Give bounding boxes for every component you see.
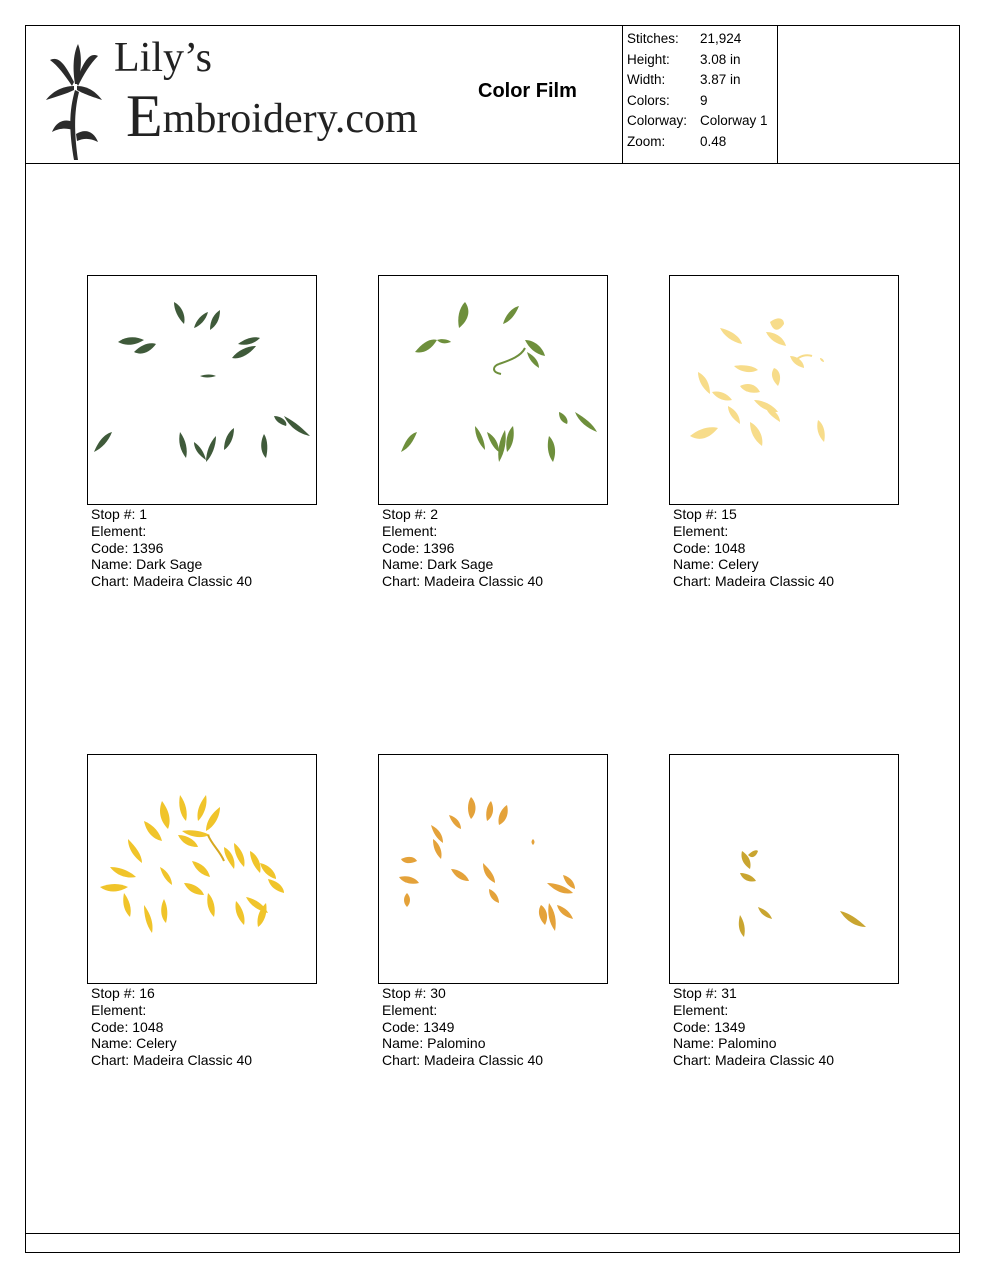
stop-element: Element: xyxy=(91,522,147,539)
stop-name: Name: Palomino xyxy=(673,1035,777,1052)
stop-element: Element: xyxy=(673,522,729,539)
stop-details xyxy=(378,985,608,1069)
stop-preview xyxy=(378,754,608,984)
color-stop-card xyxy=(87,275,317,590)
stop-chart: Chart: Madeira Classic 40 xyxy=(382,1052,544,1069)
stop-name: Name: Celery xyxy=(673,556,759,573)
info-value: 3.08 in xyxy=(700,51,741,67)
info-row-colorway xyxy=(623,111,777,132)
stop-chart: Chart: Madeira Classic 40 xyxy=(91,573,253,590)
stop-details xyxy=(378,506,608,590)
color-stop-card xyxy=(87,754,317,1069)
stop-element: Element: xyxy=(382,522,438,539)
logo-line-2 xyxy=(126,78,418,147)
info-label: Stitches: xyxy=(627,31,679,46)
stop-code: Code: 1349 xyxy=(673,1018,746,1035)
stop-details xyxy=(87,985,317,1069)
stop-chart: Chart: Madeira Classic 40 xyxy=(91,1052,253,1069)
info-row-colors xyxy=(623,91,777,112)
info-label: Zoom: xyxy=(627,133,666,149)
footer-divider xyxy=(26,1233,959,1234)
stop-element: Element: xyxy=(673,1001,729,1018)
info-label: Colorway: xyxy=(627,113,688,128)
lily-flower-icon xyxy=(44,42,104,162)
stop-number: Stop #: 2 xyxy=(382,506,439,522)
stop-code: Code: 1048 xyxy=(673,539,746,556)
color-stop-card xyxy=(669,754,899,1069)
stop-name: Name: Dark Sage xyxy=(91,556,203,573)
stop-number: Stop #: 15 xyxy=(673,506,737,522)
stop-preview xyxy=(87,754,317,984)
info-row-width xyxy=(623,70,777,91)
info-row-stitches xyxy=(623,29,777,50)
info-row-zoom xyxy=(623,132,777,153)
stop-code: Code: 1396 xyxy=(91,539,164,556)
info-value: 0.48 xyxy=(700,133,727,149)
orange-petals-icon xyxy=(379,755,607,983)
logo-initial: E xyxy=(126,83,163,149)
light-green-leaves-icon xyxy=(379,276,607,504)
page-title: Color Film xyxy=(478,80,577,102)
stop-chart: Chart: Madeira Classic 40 xyxy=(382,573,544,590)
stop-element: Element: xyxy=(382,1001,438,1018)
info-value: 3.87 in xyxy=(700,72,741,87)
info-label: Colors: xyxy=(627,92,670,108)
stop-preview xyxy=(669,275,899,505)
stop-chart: Chart: Madeira Classic 40 xyxy=(673,573,835,590)
info-label: Height: xyxy=(627,51,670,67)
info-row-height xyxy=(623,50,777,71)
color-stop-card xyxy=(378,275,608,590)
stop-number: Stop #: 30 xyxy=(382,985,446,1001)
info-value: 9 xyxy=(700,92,708,108)
stop-name: Name: Palomino xyxy=(382,1035,486,1052)
pale-yellow-petals-icon xyxy=(670,276,898,504)
logo-rest: mbroidery.com xyxy=(162,96,418,142)
lilys-embroidery-logo xyxy=(44,28,418,158)
stop-name: Name: Celery xyxy=(91,1035,177,1052)
design-info-table xyxy=(622,25,778,163)
stop-code: Code: 1048 xyxy=(91,1018,164,1035)
stop-code: Code: 1396 xyxy=(382,539,455,556)
gold-petals-icon xyxy=(670,755,898,983)
yellow-petals-icon xyxy=(88,755,316,983)
stop-element: Element: xyxy=(91,1001,147,1018)
color-stop-card xyxy=(669,275,899,590)
info-label: Width: xyxy=(627,72,666,87)
info-value: Colorway 1 xyxy=(700,113,768,128)
dark-sage-leaves-icon xyxy=(88,276,316,504)
stop-code: Code: 1349 xyxy=(382,1018,455,1035)
header-divider xyxy=(26,163,959,164)
logo-line-1: Lily’s xyxy=(114,35,213,81)
color-film-sheet xyxy=(25,25,960,1253)
stop-preview xyxy=(669,754,899,984)
stop-details xyxy=(87,506,317,590)
stop-preview xyxy=(378,275,608,505)
color-stop-card xyxy=(378,754,608,1069)
stop-number: Stop #: 16 xyxy=(91,985,155,1001)
stop-details xyxy=(669,985,899,1069)
stop-details xyxy=(669,506,899,590)
info-value: 21,924 xyxy=(700,31,742,46)
stop-chart: Chart: Madeira Classic 40 xyxy=(673,1052,835,1069)
stop-number: Stop #: 1 xyxy=(91,506,148,522)
stop-number: Stop #: 31 xyxy=(673,985,737,1001)
stop-preview xyxy=(87,275,317,505)
stop-name: Name: Dark Sage xyxy=(382,556,494,573)
